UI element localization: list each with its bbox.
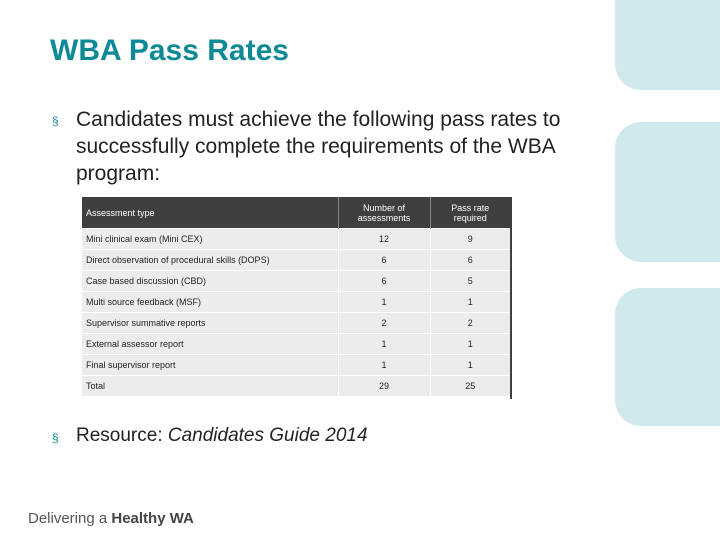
cell-number: 6 xyxy=(338,250,430,271)
cell-pass: 9 xyxy=(430,229,510,250)
table-row xyxy=(82,250,510,271)
cell-number: 2 xyxy=(338,313,430,334)
cell-type: Supervisor summative reports xyxy=(82,313,338,334)
decor-block-top xyxy=(615,0,720,90)
cell-number: 1 xyxy=(338,334,430,355)
cell-pass: 5 xyxy=(430,271,510,292)
cell-number: 1 xyxy=(338,292,430,313)
bullet-resource xyxy=(52,424,452,450)
cell-pass: 1 xyxy=(430,334,510,355)
cell-number: 12 xyxy=(338,229,430,250)
header-assessment-type: Assessment type xyxy=(82,197,338,229)
cell-type: External assessor report xyxy=(82,334,338,355)
cell-type: Final supervisor report xyxy=(82,355,338,376)
cell-number: 6 xyxy=(338,271,430,292)
resource-label: Resource: xyxy=(76,425,168,446)
bullet-icon: § xyxy=(52,114,59,128)
cell-number: 29 xyxy=(338,376,430,397)
header-number-of-assessments: Number of assessments xyxy=(338,197,430,229)
cell-pass: 25 xyxy=(430,376,510,397)
cell-number: 1 xyxy=(338,355,430,376)
cell-type: Direct observation of procedural skills (DOPS) xyxy=(82,250,338,271)
bullet-icon: § xyxy=(52,431,59,445)
table-row xyxy=(82,313,510,334)
footer-prefix: Delivering a xyxy=(28,510,112,527)
cell-pass: 2 xyxy=(430,313,510,334)
table-header-row xyxy=(82,197,510,229)
decor-block-bottom xyxy=(615,288,720,426)
bullet-text: Candidates must achieve the following pass rates to successfully complete the requirements of the WBA program: xyxy=(76,108,561,185)
table-row xyxy=(82,292,510,313)
slide-title: WBA Pass Rates xyxy=(50,34,289,67)
cell-type: Multi source feedback (MSF) xyxy=(82,292,338,313)
footer-tagline xyxy=(28,510,194,527)
footer-brand: Healthy WA xyxy=(111,510,194,527)
cell-type: Case based discussion (CBD) xyxy=(82,271,338,292)
pass-rates-table xyxy=(82,197,512,399)
cell-pass: 1 xyxy=(430,292,510,313)
resource-source: Candidates Guide 2014 xyxy=(167,425,368,446)
table-row xyxy=(82,334,510,355)
bullet-text xyxy=(76,424,368,450)
table-row-total xyxy=(82,376,510,397)
cell-pass: 1 xyxy=(430,355,510,376)
table-row xyxy=(82,229,510,250)
cell-type: Total xyxy=(82,376,338,397)
header-pass-rate-required: Pass rate required xyxy=(430,197,510,229)
table-right-edge xyxy=(510,197,512,399)
cell-type: Mini clinical exam (Mini CEX) xyxy=(82,229,338,250)
bullet-pass-rates xyxy=(52,106,632,187)
cell-pass: 6 xyxy=(430,250,510,271)
table-row xyxy=(82,355,510,376)
table-row xyxy=(82,271,510,292)
